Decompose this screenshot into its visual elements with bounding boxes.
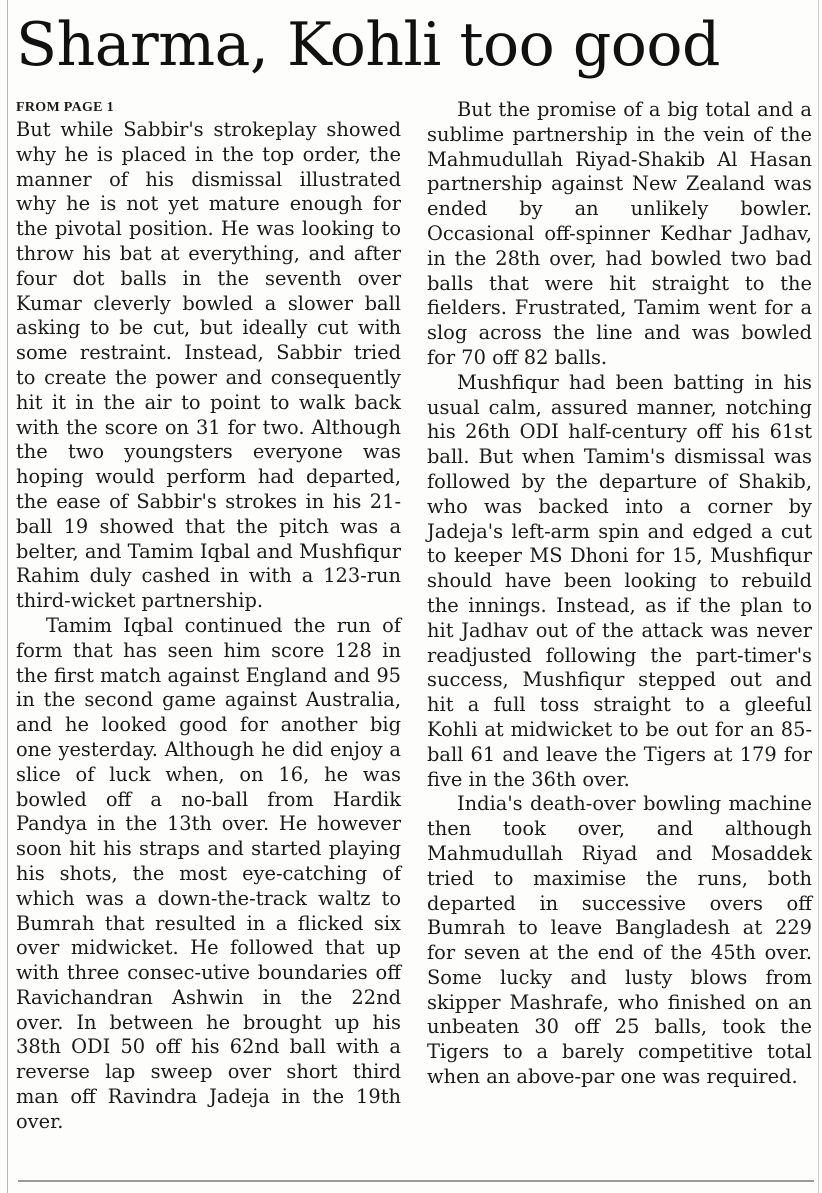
- article-paragraph: Mushfiqur had been batting in his usual calm, assured manner, notching his 26th ODI half-century off his 61st ball. But when Tamim's dismissal was followed by the departure of Shakib, who was backed into a corner by Jadeja's left-arm spin and edged a cut to keeper MS Dhoni for 15, Mushfiqur should have been looking to rebuild the innings. Instead, as if the plan to hit Jadhav out of the attack was never readjusted following the part-timer's success, Mushfiqur stepped out and hit a full toss straight to a gleeful Kohli at midwicket to be out for an 85-ball 61 and leave the Tigers at 179 for five in the 36th over.: [427, 370, 812, 791]
- article-paragraph: Tamim Iqbal continued the run of form that has seen him score 128 in the first match against England and 95 in the second game against Australia, and he looked good for another big one yesterday. Although he did enjoy a slice of luck when, on 16, he was bowled off a no-ball from Hardik Pandya in the 13th over. He however soon hit his straps and started playing his shots, the most eye-catching of which was a down-the-track waltz to Bumrah that resulted in a flicked six over midwicket. He followed that up with three consec-utive boundaries off Ravichandran Ashwin in the 22nd over. In between he brought up his 38th ODI 50 off his 62nd ball with a reverse lap sweep over short third man off Ravindra Jadeja in the 19th over.: [16, 613, 401, 1133]
- article-paragraph: India's death-over bowling machine then took over, and although Mahmudullah Riyad and Mosaddek tried to maximise the runs, both departed in successive overs off Bumrah to leave Bangladesh at 229 for seven at the end of the 45th over. Some lucky and lusty blows from skipper Mashrafe, who finished on an unbeaten 30 off 25 balls, took the Tigers to a barely competitive total when an above-par one was required.: [427, 792, 812, 1089]
- article-paragraph: But while Sabbir's strokeplay showed why he is placed in the top order, the manner of his dismissal illustrated why he is not yet mature enough for the pivotal position. He was looking to throw his bat at everything, and after four dot balls in the seventh over Kumar cleverly bowled a slower ball asking to be cut, but ideally cut with some restraint. Instead, Sabbir tried to create the power and consequently hit it in the air to point to walk back with the score on 31 for two. Although the two youngsters everyone was hoping would perform had departed, the ease of Sabbir's strokes in his 21-ball 19 showed that the pitch was a belter, and Tamim Iqbal and Mushfiqur Rahim duly cashed in with a 123-run third-wicket partnership.: [16, 118, 401, 613]
- headline: Sharma, Kohli too good: [16, 10, 720, 80]
- article-paragraph: But the promise of a big total and a sublime partnership in the vein of the Mahmudullah Riyad-Shakib Al Hasan partnership against New Zealand was ended by an unlikely bowler. Occasional off-spinner Kedhar Jadhav, in the 28th over, had bowled two bad balls that were hit straight to the fielders. Frustrated, Tamim went for a slog across the line and was bowled for 70 off 82 balls.: [427, 98, 812, 369]
- left-border-rule: [7, 0, 8, 1193]
- right-border-rule: [818, 0, 819, 1193]
- bottom-border-rule: [18, 1180, 814, 1182]
- article-body: [16, 98, 812, 1172]
- continuation-kicker: FROM PAGE 1: [16, 100, 114, 115]
